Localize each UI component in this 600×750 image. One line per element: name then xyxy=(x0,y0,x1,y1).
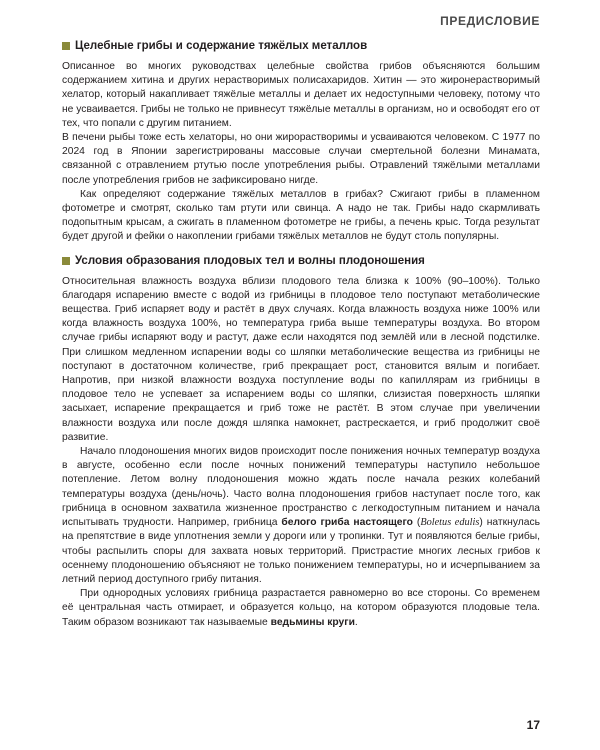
text-run: . xyxy=(354,616,358,628)
section-heading-metals xyxy=(62,40,540,52)
section-heading-fruiting xyxy=(62,255,540,267)
term-bold: белого гриба настоящего xyxy=(281,517,413,529)
page-number: 17 xyxy=(526,718,540,732)
paragraph: В печени рыбы тоже есть хелаторы, но они жирорастворимы и усваиваются человеком. С 1977 по 2024 год в Японии зарегистрированы массовые случаи смертельной болезни Минамата, связанной с отравлением ртутью после употребления рыбы. Отравлений тяжёлыми металлами после употребления грибов не зафиксировано нигде. xyxy=(62,132,540,186)
page-content xyxy=(62,40,540,630)
paragraph xyxy=(62,587,540,630)
term-bold: ведьмины круги xyxy=(270,616,355,628)
section-heading-text: Условия образования плодовых тел и волны плодоношения xyxy=(75,254,425,267)
paragraph xyxy=(62,445,540,587)
paragraph: Как определяют содержание тяжёлых металлов в грибах? Сжигают грибы в пламенном фотометре и смотрят, сколько там ртути или свинца. А надо не так. Грибы надо скармливать подопытным крысам, а сжигать в пламенном фотометре не грибы, а печень крыс. Тогда результат будет другой и фейки о накоплении грибами тяжёлых металлов не будут столь популярны. xyxy=(62,188,540,243)
paragraph: Описанное во многих руководствах целебные свойства грибов объясняются большим содержанием хитина и других нерастворимых полисахаридов. Хитин — это жиронерастворимый хелатор, который накапливает тяжёлые металлы и делает их недоступными человеку, потому что не усваивается. Грибы не только не привнесут тяжёлые металлы в организм, но и освободят его от тех, что попали с другим питанием. xyxy=(62,61,540,129)
section-heading-text: Целебные грибы и содержание тяжёлых металлов xyxy=(75,40,368,52)
latin-name: Boletus edulis xyxy=(420,517,480,529)
square-bullet-icon xyxy=(62,42,70,50)
text-run: При однородных условиях грибница разрастается равномерно во все стороны. Со временем её центральная часть отмирает, и образуется кольцо, на котором образуются плодовые тела. Таким образом возникают так называемые xyxy=(62,588,540,628)
paragraph: Относительная влажность воздуха вблизи плодового тела близка к 100% (90–100%). Только благодаря испарению вместе с водой из грибницы в плодовое тело поступают метаболические вещества. Гриб испаряет воду и растёт в двух случаях. Когда влажность воздуха ниже 100% или когда влажность воздуха 100%, но температура гриба выше температуры воздуха. Во втором случае грибы испаряют воду и растут, даже если находятся под землёй или в лесной подстилке. При слишком медленном испарении воды со шляпки метаболические вещества из грибницы не поступают в достаточном количестве, гриб прекращает рост, становится вялым и погибает. Напротив, при низкой влажности воздуха поступление воды по капиллярам из грибницы в плодовое тело не успевает за испарением воды со шляпки, слизистая поверхность шляпки засыхает, испарение прекращается и гриб тоже не растёт. В этом случае при увеличении влажности воздуха или после дождя шляпка намокнет, растрескается, и гриб продолжит своё развитие. xyxy=(62,275,540,443)
running-head: ПРЕДИСЛОВИЕ xyxy=(440,14,540,28)
text-run: ) наткнулась на препятствие в виде уплотнения земли у дороги или у тропинки. Тут и появляются белые грибы, чтобы распылить споры для захвата новых территорий. Пристрастие многих лесных грибов к осеннему плодоношению объясняют не только понижением температуры, но и исчерпыванием за летний период доступного грибу питания. xyxy=(62,517,540,585)
text-run: Начало плодоношения многих видов происходит после понижения ночных температур воздуха в августе, особенно если после ночных понижений температуры наступило небольшое потепление. Летом волну плодоношения можно ждать после начала резких колебаний температуры воздуха (день/ночь). Часто волна плодоношения грибов наступает после того, как грибница в основном захватила жизненное пространство с легкодоступным питанием и начала испытывать трудности. Например, грибница xyxy=(62,446,540,529)
square-bullet-icon xyxy=(62,257,70,265)
text-run: ( xyxy=(412,517,421,529)
